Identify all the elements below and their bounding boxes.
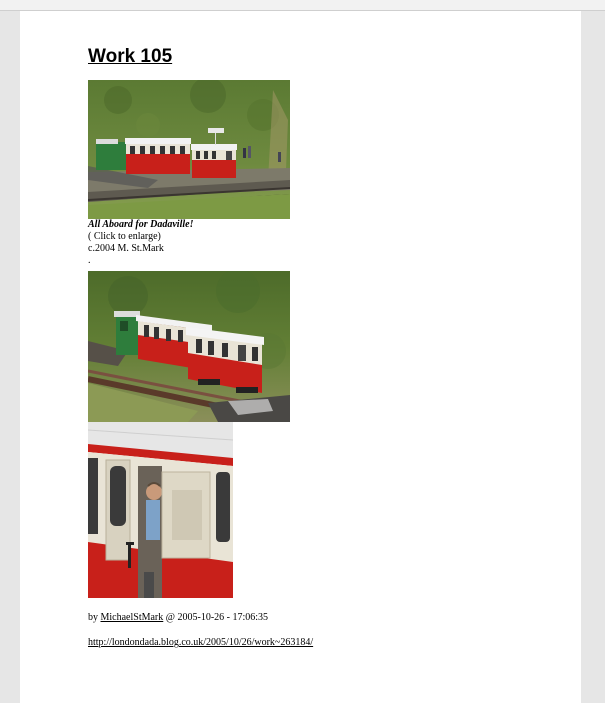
train-photo-3 bbox=[88, 422, 233, 598]
click-to-enlarge-note: ( Click to enlarge) bbox=[88, 231, 161, 242]
browser-top-strip bbox=[0, 0, 605, 11]
photo-caption-title: All Aboard for Dadaville! bbox=[88, 219, 194, 230]
post-title: Work 105 bbox=[88, 46, 173, 67]
byline-at: @ bbox=[165, 612, 175, 623]
post-byline bbox=[88, 612, 568, 624]
train-photo-1 bbox=[88, 80, 290, 219]
separator-dot: . bbox=[88, 255, 91, 266]
train-photo-2 bbox=[88, 271, 290, 422]
train-photo-1-link[interactable] bbox=[88, 80, 290, 219]
post-timestamp: 2005-10-26 - 17:06:35 bbox=[177, 612, 269, 623]
copyright-line: c.2004 M. St.Mark bbox=[88, 243, 164, 254]
train-photo-2-frame bbox=[88, 271, 290, 422]
permalink-link[interactable]: http://londondada.blog.co.uk/2005/10/26/work~263184/ bbox=[88, 637, 314, 648]
author-link[interactable]: MichaelStMark bbox=[100, 612, 164, 623]
post-content bbox=[88, 45, 568, 649]
train-photo-3-frame bbox=[88, 422, 233, 598]
document-page bbox=[20, 11, 581, 703]
byline-prefix: by bbox=[88, 612, 98, 623]
post-permalink bbox=[88, 637, 568, 649]
